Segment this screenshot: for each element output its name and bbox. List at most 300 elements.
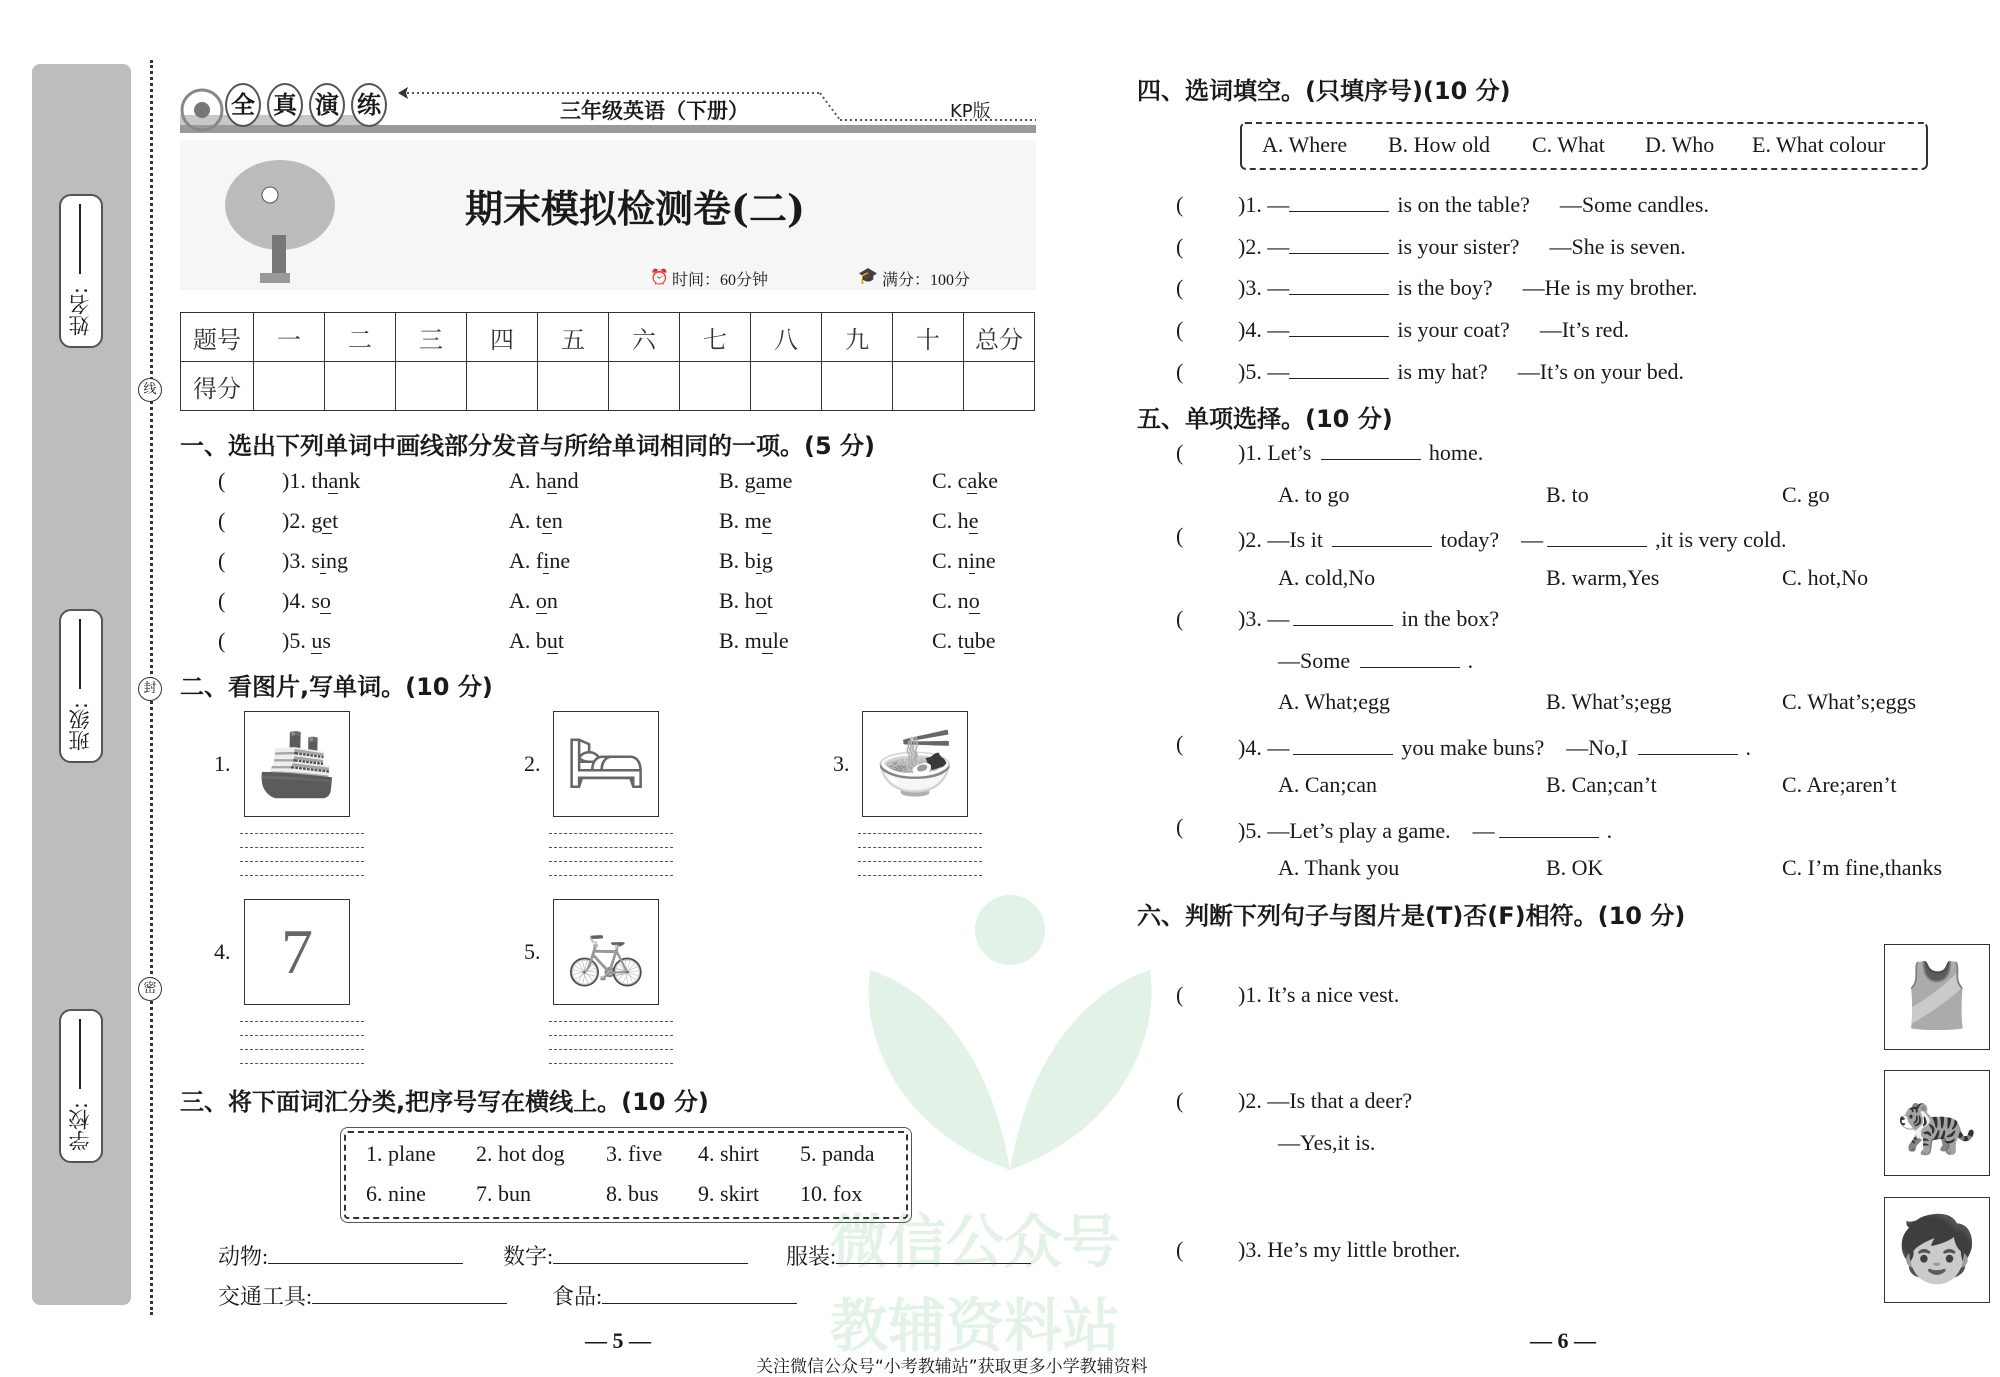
- picture-frame: [862, 711, 968, 817]
- underlined-letters: e: [761, 508, 772, 533]
- page-number-right: — 6 —: [1530, 1328, 1596, 1353]
- question-text: )5. —Let’s play a game. —: [1238, 817, 1495, 843]
- option-a: A. What;egg: [1278, 689, 1391, 714]
- underlined-letters: a: [967, 468, 978, 493]
- score-table: [180, 312, 1035, 411]
- question-text: you make buns? —No,I: [1401, 734, 1634, 760]
- option-c: C. Are;aren’t: [1782, 772, 1897, 797]
- series-badge: 真: [267, 83, 303, 127]
- picture-number: 1.: [214, 751, 231, 776]
- score-header-cell: 六: [609, 313, 680, 362]
- answer-blank[interactable]: [1499, 819, 1599, 838]
- underlined-letters: o: [319, 588, 331, 613]
- question-item: [1238, 814, 1612, 845]
- underlined-letters: u: [311, 628, 323, 653]
- statement-text: —Yes,it is.: [1278, 1130, 1376, 1155]
- underlined-letters: a: [546, 468, 557, 493]
- writing-line[interactable]: [549, 1035, 673, 1036]
- category-blank[interactable]: [312, 1283, 507, 1304]
- underlined-letters: u: [761, 628, 773, 653]
- question-text: is on the table?: [1397, 192, 1530, 217]
- category-row: [503, 1240, 748, 1271]
- option-c: C. go: [1782, 481, 1830, 507]
- answer-bracket[interactable]: (: [1176, 275, 1184, 300]
- answer-text: —Some candles.: [1559, 192, 1709, 217]
- question-number: )4.: [282, 588, 312, 613]
- score-header-cell: 十: [893, 313, 964, 362]
- answer-bracket[interactable]: (: [1176, 1088, 1184, 1113]
- underlined-letters: o: [535, 588, 547, 613]
- word-bank-item: 8. bus: [606, 1181, 659, 1206]
- question-number: )3.: [282, 548, 312, 573]
- question-number: )1. —: [1238, 192, 1290, 217]
- picture-frame: [244, 711, 350, 817]
- question-number: )2. —: [1238, 234, 1290, 259]
- option-c: C. hot,No: [1782, 564, 1869, 590]
- answer-blank[interactable]: [1289, 235, 1389, 254]
- subject-label: 三年级英语（下册）: [560, 99, 749, 123]
- picture-number: 3.: [833, 751, 850, 776]
- question-item: [1238, 317, 1629, 343]
- picture-frame: [1884, 944, 1990, 1050]
- answer-blank[interactable]: [1293, 607, 1393, 626]
- word-part: be: [974, 628, 996, 653]
- answer-bracket[interactable]: (: [1176, 606, 1184, 631]
- answer-bracket[interactable]: (: [1176, 813, 1184, 839]
- question-text: ,it is very cold.: [1655, 527, 1787, 552]
- question-item: [282, 508, 338, 534]
- word-part: B. b: [719, 548, 756, 573]
- question-item: [282, 468, 360, 494]
- full-score-label: 满分：100分: [882, 272, 971, 289]
- category-row: [218, 1280, 507, 1311]
- option-a: A. Can;can: [1278, 772, 1377, 797]
- underlined-letters: i: [319, 548, 327, 573]
- score-input-cell[interactable]: [751, 362, 822, 411]
- question-number: )1.: [282, 468, 312, 493]
- picture-frame: [244, 899, 350, 1005]
- question-text: is your sister?: [1397, 234, 1520, 259]
- picture-number: 4.: [214, 939, 231, 964]
- option-b: [719, 468, 792, 494]
- section-4-heading: 四、选词填空。(只填序号)(10 分): [1137, 77, 1511, 105]
- question-text: )2. —Is it: [1238, 527, 1329, 552]
- word-bank-item: 1. plane: [366, 1141, 436, 1166]
- answer-blank[interactable]: [1289, 276, 1389, 295]
- underlined-letters: e: [542, 508, 552, 533]
- word-bank-item: 6. nine: [366, 1181, 426, 1206]
- question-text: —Some: [1278, 647, 1356, 673]
- writing-line[interactable]: [240, 1063, 364, 1064]
- score-header-cell: 七: [680, 313, 751, 362]
- word-part: C. n: [932, 588, 969, 613]
- question-word: [311, 548, 348, 574]
- picture-frame: [1884, 1070, 1990, 1176]
- category-blank[interactable]: [602, 1283, 797, 1304]
- score-input-cell[interactable]: [609, 362, 680, 411]
- answer-blank[interactable]: [1332, 528, 1432, 547]
- option-b: B. What’s;egg: [1546, 689, 1672, 714]
- question-item: [282, 548, 348, 574]
- word-part: A. b: [509, 628, 547, 653]
- word-part: le: [772, 628, 789, 653]
- section-6-heading: 六、判断下列句子与图片是(T)否(F)相符。(10 分): [1137, 902, 1686, 930]
- question-text: today? —: [1440, 527, 1544, 552]
- answer-bracket[interactable]: (: [1176, 982, 1184, 1007]
- question-number: )5.: [282, 628, 312, 653]
- option-a: [509, 548, 570, 574]
- picture-frame: [553, 899, 659, 1005]
- option-word: B. How old: [1388, 132, 1491, 157]
- word-part: C. n: [932, 548, 969, 573]
- answer-bracket[interactable]: (: [218, 628, 226, 653]
- bike-icon: 🚲: [566, 916, 646, 987]
- answer-bracket[interactable]: (: [1176, 440, 1184, 465]
- writing-line[interactable]: [858, 833, 982, 834]
- word-part: n: [551, 508, 563, 533]
- score-input-cell[interactable]: [680, 362, 751, 411]
- answer-blank[interactable]: [1321, 441, 1421, 460]
- answer-text: —He is my brother.: [1522, 275, 1698, 300]
- series-badge: 演: [309, 83, 345, 127]
- writing-line[interactable]: [549, 1049, 673, 1050]
- category-blank[interactable]: [553, 1243, 748, 1264]
- category-row: [552, 1280, 797, 1311]
- answer-bracket[interactable]: (: [1176, 730, 1184, 756]
- word-part: B. h: [719, 588, 756, 613]
- question-item: [1238, 523, 1786, 554]
- question-item: [282, 628, 331, 654]
- answer-blank[interactable]: [1638, 736, 1738, 755]
- score-input-cell[interactable]: [396, 362, 467, 411]
- category-label: 食品:: [552, 1284, 603, 1309]
- question-item: [282, 588, 331, 614]
- word-bank-item: 3. five: [606, 1141, 663, 1166]
- writing-line[interactable]: [240, 1049, 364, 1050]
- writing-line[interactable]: [549, 833, 673, 834]
- score-header-cell: 八: [751, 313, 822, 362]
- watermark-text: 教辅资料站: [830, 1292, 1121, 1360]
- underlined-letters: e: [322, 508, 333, 533]
- question-text: )3. —: [1238, 606, 1290, 631]
- writing-line[interactable]: [240, 1035, 364, 1036]
- question-text: is your coat?: [1397, 317, 1510, 342]
- writing-line[interactable]: [858, 875, 982, 876]
- word-part: ng: [326, 548, 349, 573]
- statement-text: )2. —Is that a deer?: [1238, 1088, 1413, 1113]
- category-label: 动物:: [218, 1244, 269, 1269]
- option-c: [932, 508, 978, 534]
- seven-icon: 7: [281, 916, 313, 987]
- question-text: .: [1745, 734, 1752, 760]
- word-part: g: [311, 508, 323, 533]
- score-header-cell: 四: [467, 313, 538, 362]
- underlined-letters: i: [968, 548, 975, 573]
- option-b: [719, 588, 773, 614]
- word-part: nk: [338, 468, 361, 493]
- question-text: )1. Let’s: [1238, 440, 1317, 465]
- question-text: in the box?: [1401, 606, 1500, 631]
- section-2-heading: 二、看图片,写单词。(10 分): [180, 673, 493, 701]
- word-part: th: [311, 468, 329, 493]
- series-badge: 练: [351, 83, 387, 127]
- score-header-cell: 题号: [181, 313, 254, 362]
- category-label: 数字:: [503, 1244, 554, 1269]
- watermark-text: 微信公众号: [830, 1208, 1121, 1276]
- section-3-heading: 三、将下面词汇分类,把序号写在横线上。(10 分): [180, 1088, 709, 1116]
- word-bank-item: 9. skirt: [698, 1181, 760, 1206]
- tiger-icon: 🐅: [1897, 1087, 1977, 1158]
- question-text: is my hat?: [1397, 359, 1488, 384]
- binding-sidebar: [32, 64, 131, 1305]
- option-b: B. to: [1546, 481, 1589, 507]
- underlined-letters: a: [328, 468, 339, 493]
- writing-line[interactable]: [240, 875, 364, 876]
- question-text: home.: [1428, 440, 1484, 465]
- word-part: nd: [556, 468, 579, 493]
- option-a: [509, 588, 558, 614]
- underlined-letters: i: [543, 548, 550, 573]
- answer-text: —She is seven.: [1549, 234, 1686, 259]
- school-field[interactable]: [59, 1009, 103, 1163]
- writing-line[interactable]: [549, 1021, 673, 1022]
- answer-bracket[interactable]: (: [218, 468, 226, 493]
- seal-mark: 封: [138, 677, 162, 701]
- question-word: [311, 628, 331, 654]
- score-header-cell: 三: [396, 313, 467, 362]
- word-part: t: [766, 588, 773, 613]
- writing-line[interactable]: [549, 847, 673, 848]
- answer-bracket[interactable]: (: [1176, 1237, 1184, 1262]
- question-word: [311, 508, 338, 534]
- seal-mark: 线: [138, 378, 162, 402]
- option-c: [932, 628, 996, 654]
- statement-text: )3. He’s my little brother.: [1238, 1237, 1461, 1262]
- word-part: A. h: [509, 468, 547, 493]
- question-text: .: [1606, 817, 1613, 843]
- score-row-label: 得分: [181, 362, 254, 411]
- question-item: [1238, 606, 1499, 632]
- question-item: [1238, 440, 1483, 466]
- question-text: is the boy?: [1397, 275, 1493, 300]
- option-b: [719, 628, 789, 654]
- answer-bracket[interactable]: (: [218, 548, 226, 573]
- score-input-cell[interactable]: [254, 362, 325, 411]
- clock-icon: ⏰: [650, 270, 669, 286]
- writing-line[interactable]: [858, 847, 982, 848]
- time-label: 时间：60分钟: [672, 272, 769, 289]
- score-input-cell[interactable]: [964, 362, 1035, 411]
- question-item: [1238, 234, 1686, 260]
- question-text: .: [1467, 647, 1474, 673]
- word-bank-item: 7. bun: [476, 1181, 531, 1206]
- word-bank-item: 5. panda: [800, 1141, 875, 1166]
- option-b: [719, 548, 773, 574]
- option-c: [932, 468, 998, 494]
- option-word: C. What: [1532, 132, 1605, 157]
- word-part: n: [546, 588, 558, 613]
- option-a: A. cold,No: [1278, 564, 1376, 590]
- score-input-cell[interactable]: [822, 362, 893, 411]
- underlined-letters: o: [968, 588, 980, 613]
- score-input-cell[interactable]: [325, 362, 396, 411]
- answer-text: —It’s red.: [1539, 317, 1629, 342]
- option-a: [509, 628, 564, 654]
- underlined-letters: a: [755, 468, 766, 493]
- title-banner: [180, 140, 1036, 290]
- writing-line[interactable]: [549, 861, 673, 862]
- score-header-cell: 九: [822, 313, 893, 362]
- score-input-cell[interactable]: [893, 362, 964, 411]
- option-word: D. Who: [1645, 132, 1715, 157]
- category-row: [786, 1240, 1031, 1271]
- answer-bracket[interactable]: (: [218, 588, 226, 613]
- word-part: B. m: [719, 628, 762, 653]
- category-label: 交通工具:: [218, 1284, 313, 1309]
- answer-blank[interactable]: [1293, 736, 1393, 755]
- page-title: 期末模拟检测卷(二): [465, 186, 805, 231]
- question-number: )4. —: [1238, 317, 1290, 342]
- option-b: B. warm,Yes: [1546, 564, 1660, 590]
- picture-frame: [553, 711, 659, 817]
- option-b: B. Can;can’t: [1546, 772, 1657, 797]
- answer-bracket[interactable]: (: [218, 508, 226, 533]
- score-header-cell: 总分: [964, 313, 1035, 362]
- question-number: )3. —: [1238, 275, 1290, 300]
- noodles-icon: 🍜: [875, 728, 955, 799]
- option-b: [719, 508, 772, 534]
- word-part: g: [761, 548, 773, 573]
- class-label: 班级:: [68, 701, 92, 751]
- question-item: [1238, 359, 1684, 385]
- question-number: )5. —: [1238, 359, 1290, 384]
- option-word: A. Where: [1262, 132, 1348, 157]
- underlined-letters: u: [546, 628, 558, 653]
- seal-mark: 密: [138, 977, 162, 1001]
- writing-line[interactable]: [549, 875, 673, 876]
- writing-line[interactable]: [240, 847, 364, 848]
- word-part: C. c: [932, 468, 968, 493]
- class-field[interactable]: [59, 609, 103, 763]
- option-a: A. Thank you: [1278, 855, 1400, 880]
- question-item: [1238, 275, 1697, 301]
- question-text: )4. —: [1238, 734, 1290, 760]
- word-part: s: [311, 588, 320, 613]
- answer-bracket[interactable]: (: [1176, 192, 1184, 217]
- score-header-cell: 二: [325, 313, 396, 362]
- name-field[interactable]: [59, 194, 103, 348]
- question-item: [1278, 648, 1473, 674]
- word-part: s: [311, 548, 320, 573]
- word-bank-item: 10. fox: [800, 1181, 863, 1206]
- word-part: t: [557, 628, 565, 653]
- writing-line[interactable]: [240, 833, 364, 834]
- page-number-left: — 5 —: [585, 1328, 651, 1353]
- section-1-heading: 一、选出下列单词中画线部分发音与所给单词相同的一项。(5 分): [180, 432, 875, 460]
- word-part: ne: [974, 548, 996, 573]
- word-part: ne: [549, 548, 571, 573]
- answer-bracket[interactable]: (: [1176, 234, 1184, 259]
- question-item: [1238, 731, 1751, 762]
- writing-line[interactable]: [240, 861, 364, 862]
- underlined-letters: i: [755, 548, 762, 573]
- underlined-letters: e: [968, 508, 979, 533]
- option-a: [509, 468, 579, 494]
- edition-label: KP版: [950, 101, 991, 122]
- answer-blank[interactable]: [1360, 649, 1460, 668]
- word-part: s: [322, 628, 331, 653]
- answer-blank[interactable]: [1289, 360, 1389, 379]
- word-part: C. t: [932, 628, 964, 653]
- category-blank[interactable]: [836, 1243, 1031, 1264]
- name-label: 姓名:: [68, 286, 92, 336]
- word-part: A.: [509, 588, 536, 613]
- word-bank-item: 2. hot dog: [476, 1141, 565, 1166]
- score-input-cell[interactable]: [538, 362, 609, 411]
- underlined-letters: o: [755, 588, 767, 613]
- answer-blank[interactable]: [1289, 318, 1389, 337]
- picture-frame: [1884, 1197, 1990, 1303]
- header-band: [180, 75, 1036, 137]
- word-part: me: [765, 468, 793, 493]
- question-number: )2.: [282, 508, 312, 533]
- section-5-heading: 五、单项选择。(10 分): [1137, 405, 1393, 433]
- writing-line[interactable]: [858, 861, 982, 862]
- word-part: A. t: [509, 508, 542, 533]
- question-word: [311, 588, 331, 614]
- school-label: 学校:: [68, 1101, 92, 1151]
- question-word: [311, 468, 360, 494]
- statement-text: )1. It’s a nice vest.: [1238, 982, 1400, 1007]
- option-b: B. OK: [1546, 855, 1604, 880]
- picture-number: 5.: [524, 939, 541, 964]
- writing-line[interactable]: [549, 1063, 673, 1064]
- answer-bracket[interactable]: (: [1176, 317, 1184, 342]
- underlined-letters: u: [963, 628, 975, 653]
- answer-blank[interactable]: [1289, 193, 1389, 212]
- category-row: [218, 1240, 463, 1271]
- writing-line[interactable]: [240, 1021, 364, 1022]
- score-header-cell: 五: [538, 313, 609, 362]
- graduation-cap-icon: 🎓: [858, 268, 878, 285]
- footer-note: 关注微信公众号“小考教辅站”获取更多小学教辅资料: [756, 1357, 1148, 1377]
- score-input-cell[interactable]: [467, 362, 538, 411]
- word-part: B. m: [719, 508, 762, 533]
- option-c: C. What’s;eggs: [1782, 689, 1917, 714]
- word-part: C. h: [932, 508, 969, 533]
- option-word: E. What colour: [1752, 132, 1886, 157]
- word-part: B. g: [719, 468, 756, 493]
- answer-bracket[interactable]: (: [1176, 359, 1184, 384]
- series-badge: 全: [225, 83, 261, 127]
- option-c: [932, 548, 996, 574]
- category-label: 服装:: [786, 1244, 837, 1269]
- question-item: [1238, 192, 1709, 218]
- word-part: A. f: [509, 548, 544, 573]
- answer-bracket[interactable]: (: [1176, 523, 1184, 548]
- word-part: ke: [977, 468, 998, 493]
- score-header-cell: 一: [254, 313, 325, 362]
- bed-icon: 🛏: [565, 728, 647, 799]
- answer-blank[interactable]: [1547, 528, 1647, 547]
- category-blank[interactable]: [268, 1243, 463, 1264]
- option-c: C. I’m fine,thanks: [1782, 855, 1943, 880]
- picture-number: 2.: [524, 751, 541, 776]
- option-a: A. to go: [1278, 481, 1350, 507]
- option-a: [509, 508, 563, 534]
- ship-icon: 🚢: [257, 728, 337, 799]
- tree-illustration: [210, 145, 360, 290]
